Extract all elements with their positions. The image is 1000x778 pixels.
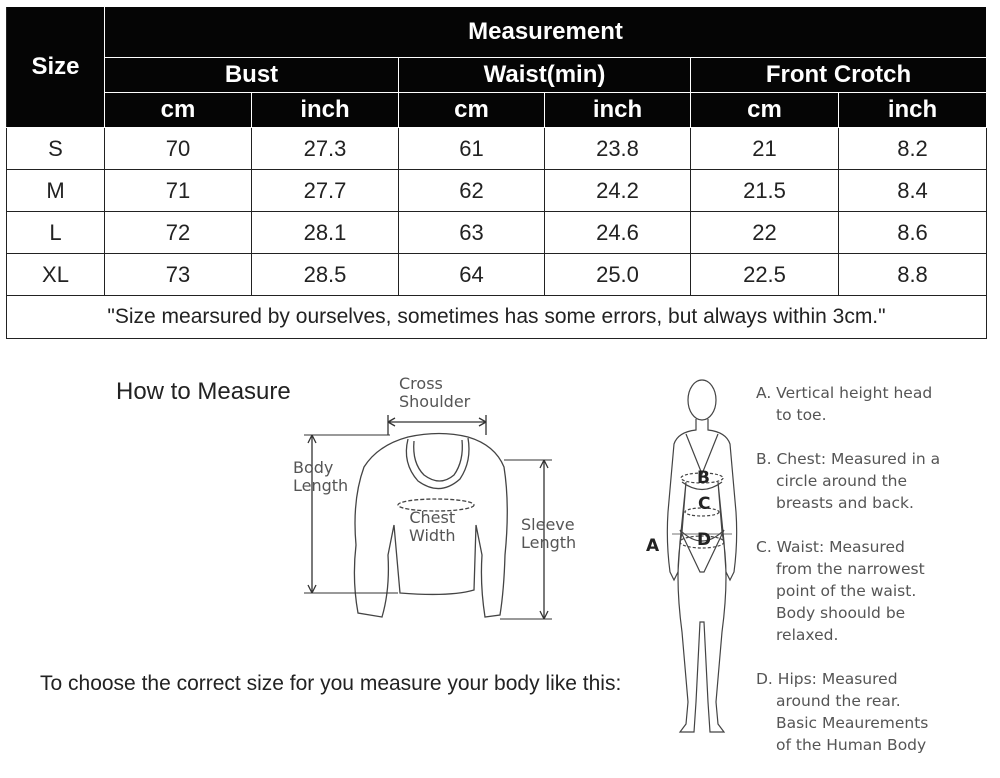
table-cell: 72 [105, 212, 252, 254]
table-cell: 24.2 [545, 170, 691, 212]
head [688, 380, 716, 420]
size-chart-table [6, 6, 987, 339]
cross-shoulder-label: Cross Shoulder [399, 374, 471, 411]
table-cell: 70 [105, 128, 252, 170]
table-note-row [7, 296, 987, 339]
table-cell: 27.7 [252, 170, 399, 212]
table-cell: 25.0 [545, 254, 691, 296]
table-row [7, 128, 987, 170]
bust-header: Bust [105, 58, 399, 93]
how-to-measure-title: How to Measure [116, 378, 291, 405]
sleeve-length-label: Sleeve Length [521, 515, 577, 552]
table-cell: 23.8 [545, 128, 691, 170]
table-cell: 28.5 [252, 254, 399, 296]
table-row [7, 254, 987, 296]
table-row [7, 212, 987, 254]
table-cell: 64 [399, 254, 545, 296]
measurement-note: "Size mearsured by ourselves, sometimes has some errors, but always within 3cm." [7, 296, 987, 339]
table-cell: 28.1 [252, 212, 399, 254]
measurement-header: Measurement [105, 7, 987, 58]
table-cell: 8.2 [839, 128, 987, 170]
table-cell: 22 [691, 212, 839, 254]
legend-item-c: C. Waist: Measured from the narrowest point of the waist. Body shoould be relaxed. [756, 538, 925, 644]
body-outline [667, 419, 736, 732]
unit-header: inch [545, 93, 691, 128]
table-cell: 61 [399, 128, 545, 170]
table-cell: 24.6 [545, 212, 691, 254]
table-cell: 71 [105, 170, 252, 212]
table-cell: 73 [105, 254, 252, 296]
body-length-label: Body Length [293, 458, 349, 495]
unit-header: inch [839, 93, 987, 128]
table-cell: 21 [691, 128, 839, 170]
table-cell: 27.3 [252, 128, 399, 170]
table-cell: 8.6 [839, 212, 987, 254]
letter-b: B [697, 468, 710, 488]
unit-header: inch [252, 93, 399, 128]
table-cell: 22.5 [691, 254, 839, 296]
chest-width-label: Chest Width [409, 508, 456, 545]
legend-item-a: A. Vertical height head to toe. [756, 384, 933, 424]
size-cell: M [7, 170, 105, 212]
letter-d: D [697, 530, 712, 550]
unit-header: cm [691, 93, 839, 128]
legend-item-b: B. Chest: Measured in a circle around the breasts and back. [756, 450, 941, 512]
measurement-legend [756, 382, 996, 778]
size-cell: L [7, 212, 105, 254]
table-row [7, 170, 987, 212]
letter-a: A [646, 536, 660, 556]
table-cell: 63 [399, 212, 545, 254]
front-crotch-header: Front Crotch [691, 58, 987, 93]
waist-header: Waist(min) [399, 58, 691, 93]
table-cell: 21.5 [691, 170, 839, 212]
table-cell: 8.8 [839, 254, 987, 296]
letter-c: C [698, 494, 711, 514]
choose-size-instruction: To choose the correct size for you measure your body like this: [40, 672, 622, 695]
table-cell: 62 [399, 170, 545, 212]
table-cell: 8.4 [839, 170, 987, 212]
unit-header: cm [399, 93, 545, 128]
size-column-header: Size [7, 7, 105, 128]
size-cell: S [7, 128, 105, 170]
legend-item-d: D. Hips: Measured around the rear. Basic Meaurements of the Human Body [756, 670, 929, 754]
size-cell: XL [7, 254, 105, 296]
body-figure [660, 372, 750, 764]
unit-header: cm [105, 93, 252, 128]
